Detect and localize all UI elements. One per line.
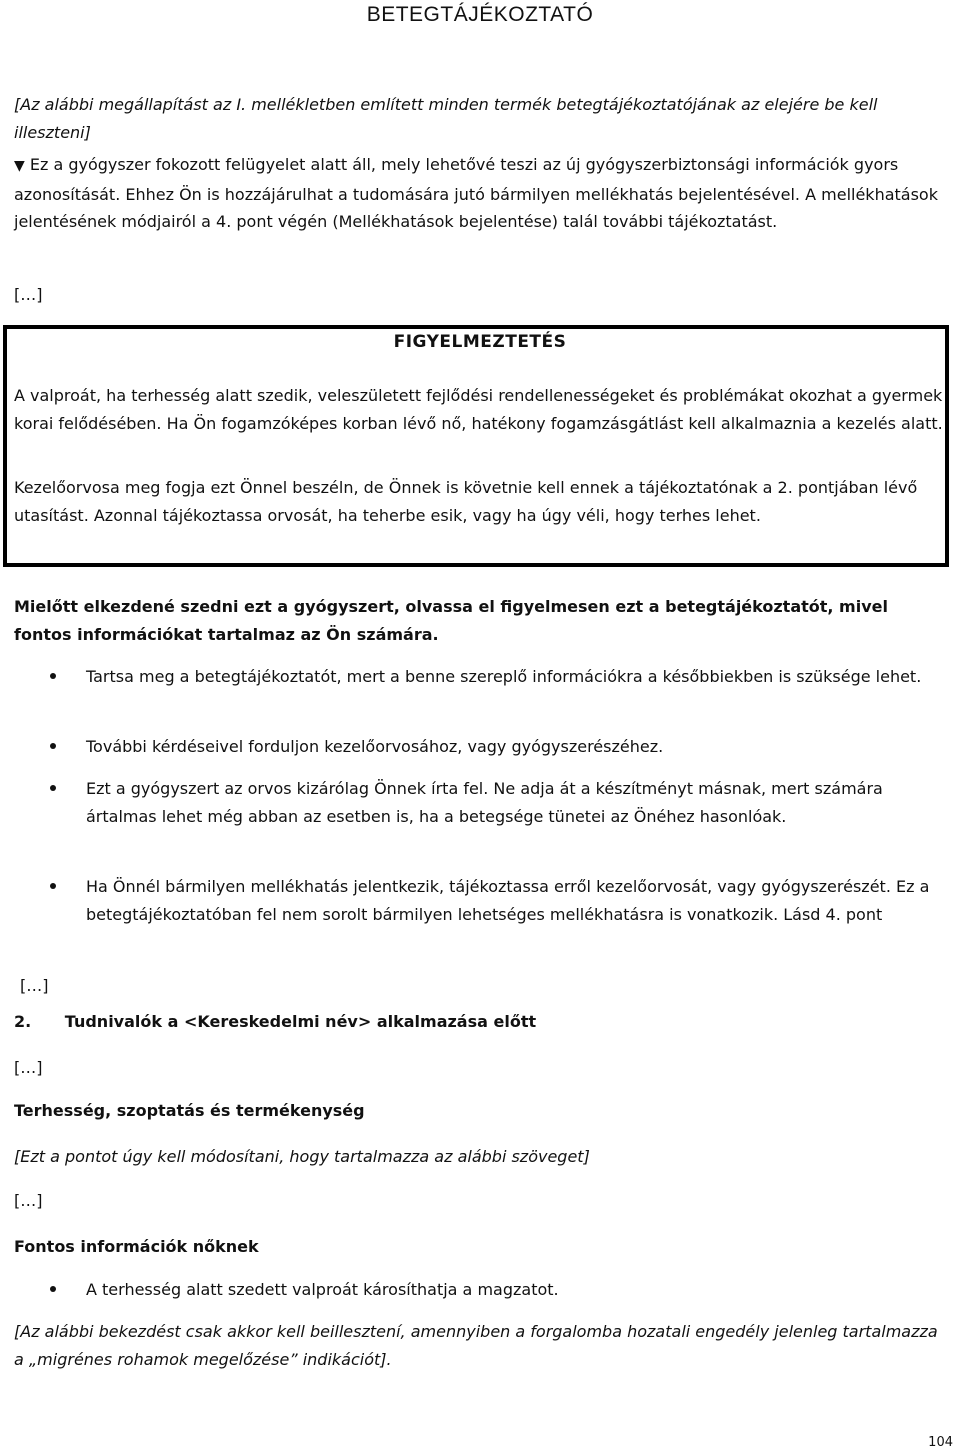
ellipsis-marker: […] — [20, 976, 49, 995]
warning-title: FIGYELMEZTETÉS — [393, 332, 567, 352]
pregnancy-note: [Ezt a pontot úgy kell módosítani, hogy tartalmazza az alábbi szöveget] — [14, 1147, 590, 1166]
read-before-notice: Mielőtt elkezdené szedni ezt a gyógyszert, olvassa el figyelmesen ezt a betegtájékoztatót, mivel fontos információkat tartalmaz az Ön számára. — [14, 597, 888, 644]
list-item-text: A terhesség alatt szedett valproát károsíthatja a magzatot. — [86, 1280, 559, 1299]
bullet-icon — [50, 785, 56, 791]
migraine-note: [Az alábbi bekezdést csak akkor kell beillesztení, amennyiben a forgalomba hozatali engedély jelenleg tartalmazza a „migrénes rohamok megelőzése” indikációt]. — [14, 1322, 938, 1369]
list-item-text: További kérdéseivel forduljon kezelőorvosához, vagy gyógyszerészéhez. — [86, 737, 664, 756]
monitoring-statement — [14, 151, 946, 236]
warning-paragraph-2: Kezelőorvosa meg fogja ezt Önnel beszéln, de Önnek is követnie kell ennek a tájékoztatónak a 2. pontjában lévő utasítást. Azonnal tájékoztassa orvosát, ha teherbe esik, vagy ha úgy véli, hogy terhes lehet. — [14, 478, 918, 525]
monitoring-text: Ez a gyógyszer fokozott felügyelet alatt áll, mely lehetővé teszi az új gyógyszerbiztonsági információk gyors azonosítását. Ehhez Ön is hozzájárulhat a tudomására jutó bármilyen mellékhatás bejelentésével. A mellékhatások jelentésének módjairól a 4. pont végén (Mellékhatások bejelentése) talál további tájékoztatást. — [14, 155, 938, 231]
ellipsis-marker: […] — [14, 285, 43, 304]
intro-note: [Az alábbi megállapítást az I. mellékletben említett minden termék betegtájékoztatójának az elejére be kell illeszteni] — [14, 95, 878, 142]
section-2-heading — [14, 1012, 536, 1031]
bullet-icon — [50, 1286, 56, 1292]
bullet-icon — [50, 883, 56, 889]
bullet-icon — [50, 743, 56, 749]
document-title: BETEGTÁJÉKOZTATÓ — [366, 3, 594, 26]
list-item-text: Ha Önnél bármilyen mellékhatás jelentkezik, tájékoztassa erről kezelőorvosát, vagy gyógyszerészét. Ez a betegtájékoztatóban fel nem sorolt bármilyen lehetséges mellékhatásra is vonatkozik. Lásd 4. pont — [86, 877, 930, 924]
women-heading: Fontos információk nőknek — [14, 1237, 259, 1256]
section-title: Tudnivalók a <Kereskedelmi név> alkalmazása előtt — [64, 1012, 537, 1031]
list-item-text: Ezt a gyógyszert az orvos kizárólag Önnek írta fel. Ne adja át a készítményt másnak, mert számára ártalmas lehet még abban az esetben is, ha a betegsége tünetei az Önéhez hasonlóak. — [86, 779, 883, 826]
ellipsis-marker: […] — [14, 1058, 43, 1077]
ellipsis-marker: […] — [14, 1191, 43, 1210]
warning-box — [3, 325, 949, 567]
black-triangle-icon: ▼ — [14, 158, 25, 174]
pregnancy-heading: Terhesség, szoptatás és termékenység — [14, 1101, 365, 1120]
warning-paragraph-1: A valproát, ha terhesség alatt szedik, veleszületett fejlődési rendellenességeket és problémákat okozhat a gyermek korai felődésében. Ha Ön fogamzóképes korban lévő nő, hatékony fogamzásgátlást kell alkalmaznia a kezelés alatt. — [14, 386, 943, 433]
bullet-icon — [50, 673, 56, 679]
section-number: 2. — [14, 1012, 32, 1031]
list-item-text: Tartsa meg a betegtájékoztatót, mert a benne szereplő információkra a későbbiekben is szüksége lehet. — [86, 667, 922, 686]
page-number: 104 — [928, 1435, 953, 1450]
